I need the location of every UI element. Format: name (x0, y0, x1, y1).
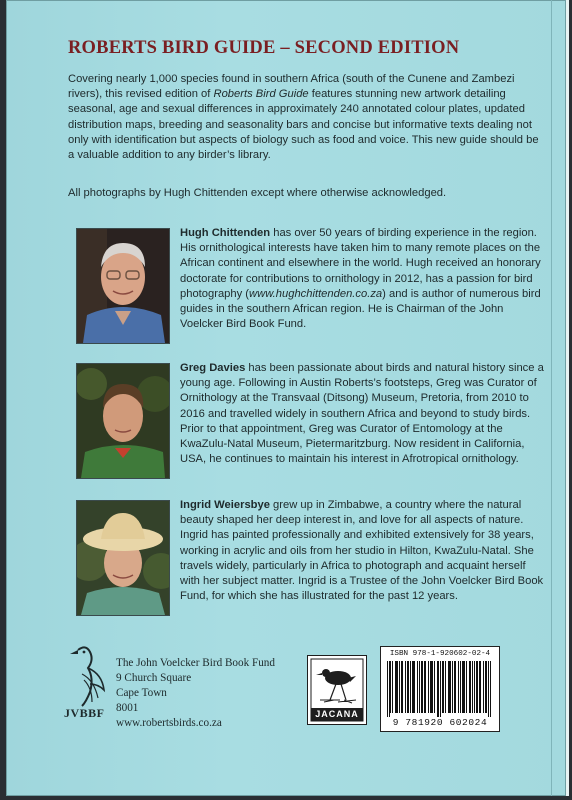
author-ingrid-weiersbye (76, 500, 546, 620)
bio-text: has over 50 years of birding experience in the region. His ornithological interests have taken him to many remote places on the African continent and elsewhere in the world. Hugh received an honorary doctorate for contributions to ornithology in 2012, has a passion for bird photography ( (180, 227, 541, 300)
intro-paragraph (68, 72, 542, 163)
intro-book-title: Roberts Bird Guide (213, 88, 309, 101)
author-bio (180, 361, 548, 467)
author-name: Ingrid Weiersbye (180, 499, 270, 511)
address-line: 9 Church Square (116, 672, 192, 684)
barcode-bar (445, 661, 446, 713)
publisher-address (116, 656, 275, 731)
barcode-bar (410, 661, 411, 713)
bio-text: grew up in Zimbabwe, a country where the natural beauty shaped her deep interest in, and love for all aspects of nature. Ingrid has painted professionally and exhibited extensively for 38 years, working in acrylic and oils from her studio in Hilton, KwaZulu-Natal. She travels widely, particularly in Africa to photograph and acquaint herself with her subject matter. Ingrid is a Trustee of the John Voelcker Bird Book Fund, for which she has illustrated for the past 12 years. (180, 499, 544, 603)
barcode-bar (437, 661, 438, 717)
barcode-bar (488, 661, 489, 717)
barcode-bar (448, 661, 449, 713)
barcode-bar (486, 661, 487, 713)
barcode-bar (414, 661, 415, 713)
barcode-bar (417, 661, 418, 713)
barcode-bar (402, 661, 403, 713)
address-line: The John Voelcker Bird Book Fund (116, 657, 275, 669)
jvbbf-logo-text: JVBBF (64, 706, 105, 720)
author-bio (180, 498, 548, 604)
barcode-bar (413, 661, 414, 713)
author-name: Greg Davies (180, 362, 246, 374)
author-website-link[interactable]: www.hughchittenden.co.za (249, 287, 383, 300)
barcode-bar (425, 661, 426, 713)
intro-text-start: Covering nearly 1,000 species found in southern Africa (south of the Cunene and Zambezi rivers), this revised edition of (68, 73, 515, 101)
jacana-label: JACANA (315, 709, 359, 719)
barcode-bar (490, 661, 491, 717)
publisher-website-link[interactable]: www.robertsbirds.co.za (116, 717, 222, 729)
isbn-barcode (380, 646, 500, 732)
barcode-bar (458, 661, 459, 713)
barcode-bar (424, 661, 425, 713)
barcode-bar (392, 661, 393, 713)
barcode-bar (387, 661, 388, 717)
barcode-bar (440, 661, 441, 717)
barcode-bar (476, 661, 477, 713)
address-line: Cape Town (116, 687, 167, 699)
author-greg-davies (76, 363, 546, 483)
isbn-label: ISBN 978-1-920602-02-4 (389, 650, 491, 658)
barcode-bar (430, 661, 431, 713)
barcode-number: 9 781920 602024 (392, 717, 488, 728)
barcode-bar (399, 661, 400, 713)
spine-edge (551, 0, 552, 796)
barcode-bar (455, 661, 456, 713)
barcode-bar (449, 661, 450, 713)
barcode-bar (450, 661, 451, 713)
book-back-cover (6, 0, 569, 796)
barcode-bar (472, 661, 473, 713)
barcode-bar (470, 661, 471, 713)
photo-credit: All photographs by Hugh Chittenden except where otherwise acknowledged. (68, 187, 447, 199)
author-photo (76, 500, 170, 616)
barcode-bar (483, 661, 484, 713)
barcode-bar (477, 661, 478, 713)
barcode-bar (432, 661, 433, 713)
barcode-bar (401, 661, 402, 713)
barcode-bars (387, 661, 493, 717)
barcode-bar (405, 661, 406, 713)
address-line: 8001 (116, 702, 139, 714)
intro-text-end: features stunning new artwork detailing seasonal, age and sexual differences in approximately 240 annotated colour plates, updated distribution maps, breeding and seasonality bars and concise but informative texts dealing not only with identification but aspects of biology such as food and voice. This new guide should be a valuable addition to any birder’s library. (68, 88, 539, 162)
bio-text-end: ) and is author of numerous bird guides in the southern African region. He is Chairman of the John Voelcker Bird Book Fund. (180, 287, 541, 331)
barcode-bar (442, 661, 443, 713)
barcode-bar (469, 661, 470, 713)
barcode-bar (407, 661, 408, 713)
barcode-bar (396, 661, 397, 713)
barcode-bar (479, 661, 480, 713)
barcode-bar (408, 661, 409, 713)
barcode-bar (454, 661, 455, 713)
author-photo (76, 228, 170, 344)
barcode-bar (438, 661, 439, 717)
bio-text: has been passionate about birds and natural history since a young age. Following in Austin Roberts’s footsteps, Greg was Curator of Ornithology at the Transvaal (Ditsong) Museum, Pretoria, from 2010 to 2016 and travelled widely in southern Africa and beyond to study birds. Prior to that appointment, Greg was Curator of Entomology at the KwaZulu-Natal Museum, Pietermaritzburg. Now resident in California, USA, he continues to maintain his interest in Afrotropical ornithology. (180, 362, 544, 466)
author-name: Hugh Chittenden (180, 227, 271, 239)
barcode-bar (395, 661, 396, 713)
book-title: ROBERTS BIRD GUIDE – SECOND EDITION (68, 38, 460, 58)
barcode-bar (464, 661, 465, 713)
barcode-bar (474, 661, 475, 713)
barcode-bar (480, 661, 481, 713)
barcode-bar (462, 661, 463, 713)
barcode-bar (466, 661, 467, 713)
barcode-bar (422, 661, 423, 713)
author-photo (76, 363, 170, 479)
author-bio (180, 226, 548, 332)
barcode-bar (421, 661, 422, 713)
barcode-bar (431, 661, 432, 713)
barcode-bar (463, 661, 464, 713)
barcode-bar (397, 661, 398, 713)
author-hugh-chittenden (76, 228, 546, 348)
jacana-imprint-logo (307, 655, 367, 725)
barcode-bar (390, 661, 391, 713)
barcode-bar (389, 661, 390, 717)
barcode-bar (419, 661, 420, 713)
barcode-bar (428, 661, 429, 713)
barcode-bar (452, 661, 453, 713)
barcode-bar (412, 661, 413, 713)
barcode-bar (434, 661, 435, 713)
barcode-bar (485, 661, 486, 713)
barcode-bar (460, 661, 461, 713)
barcode-bar (443, 661, 444, 713)
